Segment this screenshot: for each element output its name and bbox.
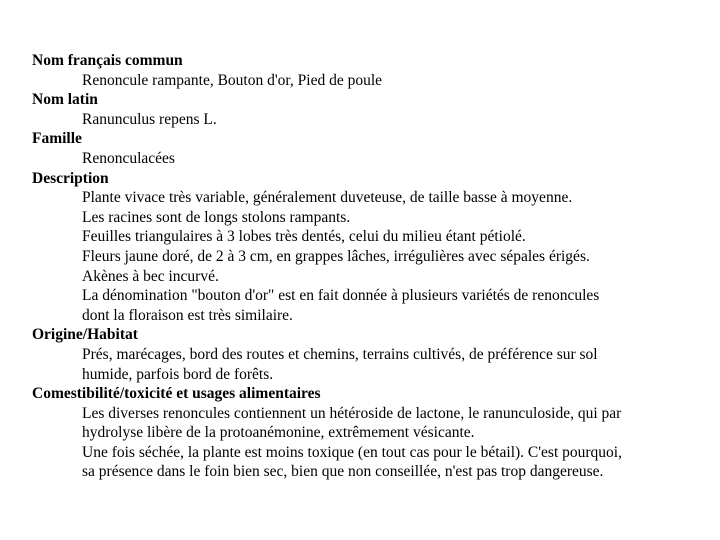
body-line: Akènes à bec incurvé. xyxy=(82,267,219,285)
section-heading: Description xyxy=(32,169,109,187)
section-body xyxy=(82,110,702,130)
body-line: Renoncule rampante, Bouton d'or, Pied de poule xyxy=(82,71,383,89)
body-line: Les diverses renoncules contiennent un hétéroside de lactone, le ranunculoside, qui par xyxy=(82,404,622,422)
section-latin-name xyxy=(32,90,702,129)
section-edibility-toxicity xyxy=(32,384,702,482)
body-line: humide, parfois bord de forêts. xyxy=(82,365,274,383)
body-line: Ranunculus repens L. xyxy=(82,110,217,128)
section-body xyxy=(82,188,702,325)
section-common-name xyxy=(32,51,702,90)
section-description xyxy=(32,169,702,326)
plant-fact-sheet xyxy=(32,51,702,482)
body-line: Renonculacées xyxy=(82,149,175,167)
section-family xyxy=(32,129,702,168)
section-body xyxy=(82,149,702,169)
section-heading: Nom français commun xyxy=(32,52,183,69)
body-line: La dénomination "bouton d'or" est en fait donnée à plusieurs variétés de renoncules xyxy=(82,287,600,305)
body-line: Prés, marécages, bord des routes et chemins, terrains cultivés, de préférence sur sol xyxy=(82,345,598,363)
body-line: Fleurs jaune doré, de 2 à 3 cm, en grappes lâches, irrégulières avec sépales érigés. xyxy=(82,247,590,265)
section-heading: Origine/Habitat xyxy=(32,326,138,344)
body-line: Feuilles triangulaires à 3 lobes très dentés, celui du milieu étant pétiolé. xyxy=(82,228,526,246)
body-line: hydrolyse libère de la protoanémonine, extrêmement vésicante. xyxy=(82,424,475,442)
section-body xyxy=(82,71,702,91)
body-line: sa présence dans le foin bien sec, bien que non conseillée, n'est pas trop dangereuse. xyxy=(82,463,604,481)
body-line: Une fois séchée, la plante est moins toxique (en tout cas pour le bétail). C'est pourquoi, xyxy=(82,443,622,461)
section-heading: Famille xyxy=(32,130,82,148)
body-line: dont la floraison est très similaire. xyxy=(82,306,293,324)
section-heading: Comestibilité/toxicité et usages alimentaires xyxy=(32,385,321,403)
body-line: Les racines sont de longs stolons rampants. xyxy=(82,208,351,226)
section-origin-habitat xyxy=(32,325,702,384)
section-heading: Nom latin xyxy=(32,91,98,109)
section-body xyxy=(82,404,702,482)
section-body xyxy=(82,345,702,384)
body-line: Plante vivace très variable, généralement duveteuse, de taille basse à moyenne. xyxy=(82,189,573,207)
